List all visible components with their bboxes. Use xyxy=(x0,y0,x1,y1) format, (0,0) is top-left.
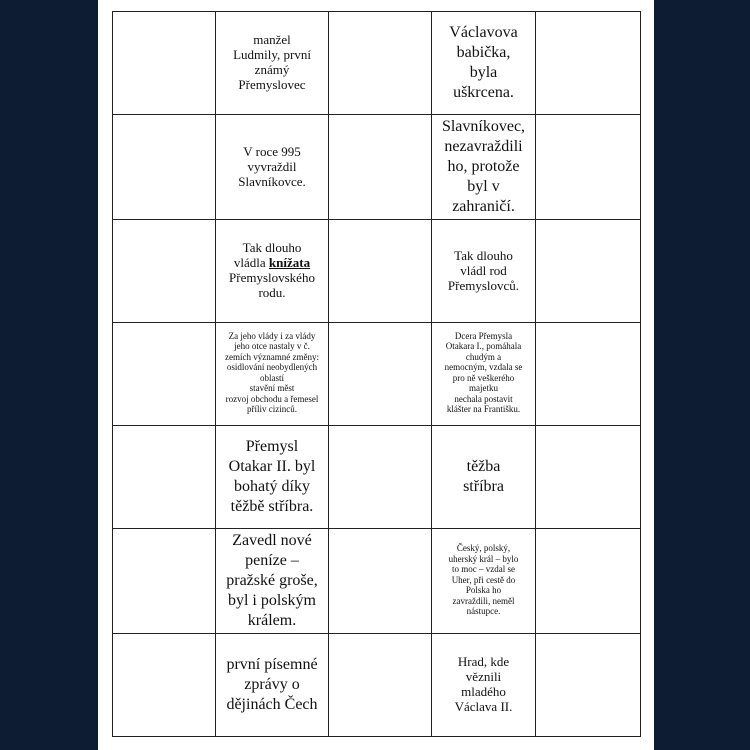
card-cell xyxy=(216,220,329,323)
card-cell xyxy=(216,634,329,737)
card-text: první písemné zprávy o dějinách Čech xyxy=(226,656,318,713)
table-row xyxy=(113,12,641,115)
card-cell xyxy=(432,529,536,634)
document-page xyxy=(98,0,654,750)
card-cell xyxy=(216,12,329,115)
card-text: Český, polský, uherský král – bylo to moc – vzdal se Uher, při cestě do Polska ho zavraždili, neměl nástupce. xyxy=(448,543,519,616)
emphasized-word: knížata xyxy=(268,255,311,270)
card-text: Dcera Přemysla Otakara I., pomáhala chudým a nemocným, vzdala se pro ně veškerého majetku nechala postavit klášter na Františku. xyxy=(444,330,523,415)
empty-cell xyxy=(329,634,432,737)
empty-cell xyxy=(536,323,641,426)
empty-cell xyxy=(329,115,432,220)
empty-cell xyxy=(113,323,216,426)
table-row xyxy=(113,426,641,529)
card-cell xyxy=(432,323,536,426)
card-cell xyxy=(432,12,536,115)
empty-cell xyxy=(536,634,641,737)
empty-cell xyxy=(536,529,641,634)
empty-cell xyxy=(329,323,432,426)
empty-cell xyxy=(113,426,216,529)
card-text xyxy=(229,240,315,300)
card-text: Hrad, kde věznili mladého Václava II. xyxy=(454,654,513,714)
empty-cell xyxy=(329,220,432,323)
empty-cell xyxy=(113,220,216,323)
empty-cell xyxy=(536,12,641,115)
card-text: Tak dlouho vládl rod Přemyslovců. xyxy=(447,247,520,293)
card-text: Zavedl nové peníze – pražské groše, byl i polským králem. xyxy=(226,532,318,629)
empty-cell xyxy=(113,634,216,737)
card-text-part: Tak dlouho vládla xyxy=(233,240,302,270)
card-cell xyxy=(432,426,536,529)
empty-cell xyxy=(329,12,432,115)
card-cell xyxy=(216,529,329,634)
card-text: V roce 995 vyvraždil Slavníkovce. xyxy=(238,143,306,189)
card-text: těžba stříbra xyxy=(463,458,504,495)
card-text: Za jeho vlády i za vlády jeho otce nastaly v č. zemích významné změny: osidlování neobydlených oblastí stavění měst rozvoj obchodu a řemesel příliv cizinců. xyxy=(225,330,319,415)
table-row xyxy=(113,529,641,634)
card-cell xyxy=(216,426,329,529)
table-row xyxy=(113,220,641,323)
empty-cell xyxy=(536,220,641,323)
empty-cell xyxy=(113,12,216,115)
table-row xyxy=(113,115,641,220)
card-cell xyxy=(216,323,329,426)
card-text: Václavova babička, byla uškrcena. xyxy=(449,24,518,101)
empty-cell xyxy=(329,529,432,634)
card-cell xyxy=(432,220,536,323)
empty-cell xyxy=(113,115,216,220)
card-text: manžel Ludmily, první známý Přemyslovec xyxy=(233,32,311,92)
empty-cell xyxy=(536,426,641,529)
empty-cell xyxy=(536,115,641,220)
card-text-part: Přemyslovského rodu. xyxy=(229,270,315,300)
card-cell xyxy=(432,634,536,737)
empty-cell xyxy=(113,529,216,634)
card-text: Přemysl Otakar II. byl bohatý díky těžbě stříbra. xyxy=(228,438,316,515)
card-cell xyxy=(432,115,536,220)
empty-cell xyxy=(329,426,432,529)
card-text: Slavníkovec, nezavraždili ho, protože byl v zahraničí. xyxy=(441,118,526,215)
table-row xyxy=(113,634,641,737)
card-table xyxy=(112,11,641,737)
table-row xyxy=(113,323,641,426)
card-cell xyxy=(216,115,329,220)
